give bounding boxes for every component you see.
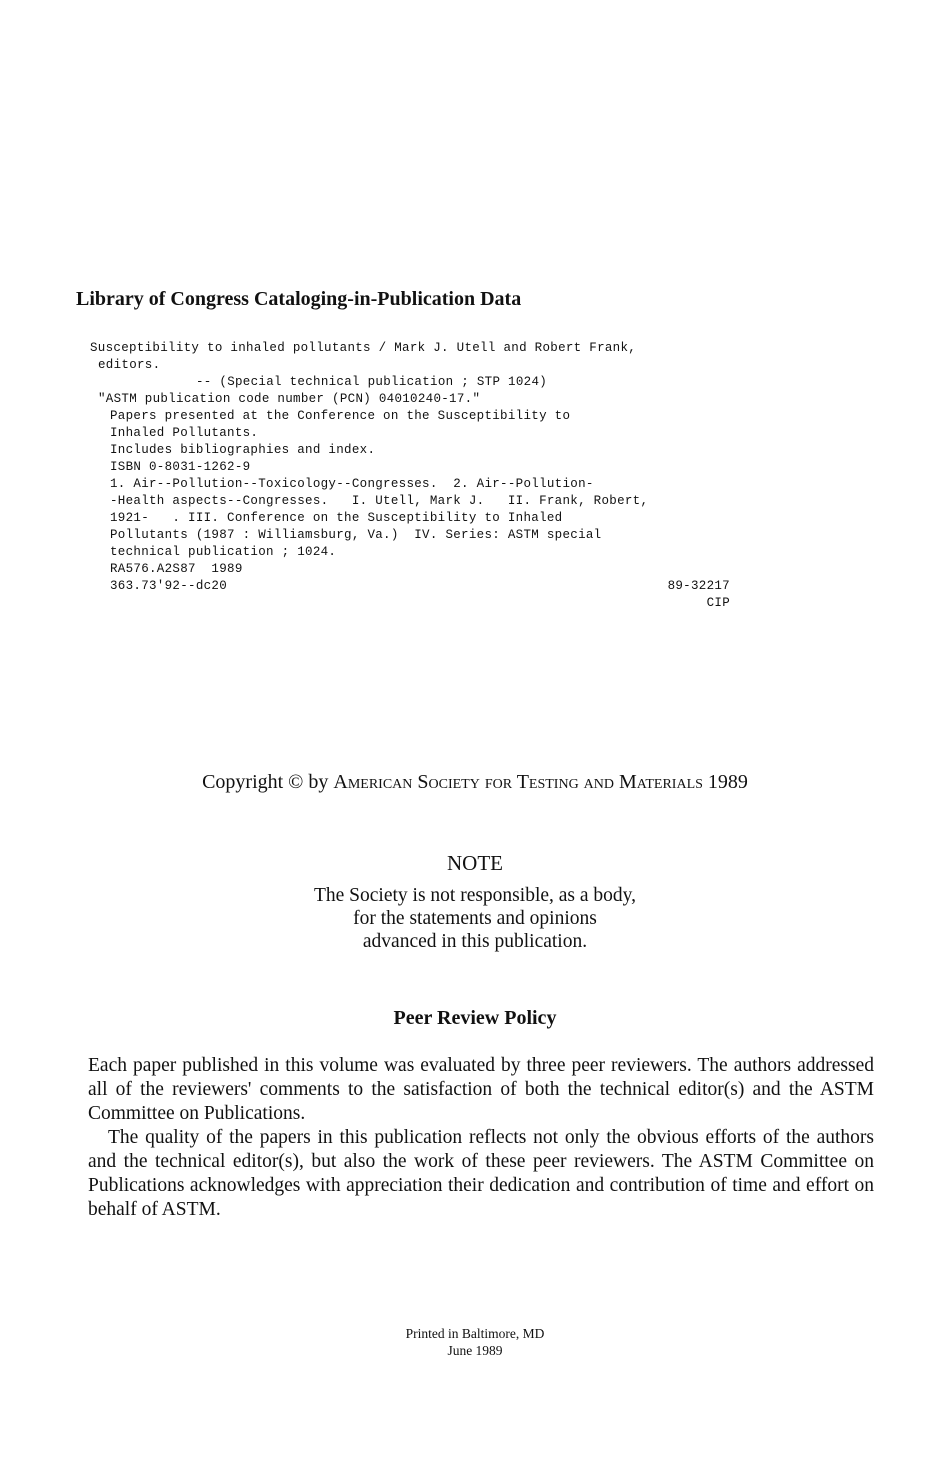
peer-review-paragraph: Each paper published in this volume was evaluated by three peer reviewers. The authors addressed all of the reviewers' comments to the satisfaction of both the technical editor(s) and the ASTM Committee on Publications. — [88, 1055, 874, 1124]
cip-line: 1. Air--Pollution--Toxicology--Congresses. 2. Air--Pollution- — [110, 477, 594, 491]
note-body — [0, 884, 950, 953]
cip-classification-row — [90, 578, 730, 595]
peer-review-paragraph: The quality of the papers in this publication reflects not only the obvious efforts of the authors and the technical editor(s), but also the work of these peer reviewers. The ASTM Committee on Publications acknowledges with appreciation their dedication and contribution of time and effort on behalf of ASTM. — [88, 1127, 874, 1220]
imprint-place: Printed in Baltimore, MD — [405, 1326, 545, 1341]
cip-heading: Library of Congress Cataloging-in-Publication Data — [76, 288, 522, 310]
cip-line: Susceptibility to inhaled pollutants / Mark J. Utell and Robert Frank, — [90, 341, 637, 355]
cip-line: 1921- . III. Conference on the Susceptibility to Inhaled — [110, 511, 563, 525]
copyright-prefix: Copyright © by — [202, 771, 334, 793]
cip-line: "ASTM publication code number (PCN) 04010240-17." — [98, 392, 481, 406]
note-line: for the statements and opinions — [353, 908, 597, 929]
copyright-year: 1989 — [702, 771, 748, 793]
cip-line: editors. — [98, 358, 161, 372]
cip-line: Includes bibliographies and index. — [110, 443, 376, 457]
cip-mark: CIP — [706, 596, 730, 610]
copyright-notice — [0, 771, 950, 794]
imprint-date: June 1989 — [447, 1343, 503, 1358]
note-line: The Society is not responsible, as a body, — [313, 885, 637, 906]
cip-line: Pollutants (1987 : Williamsburg, Va.) IV. Series: ASTM special — [110, 528, 602, 542]
note-title: NOTE — [447, 851, 503, 875]
note-line: advanced in this publication. — [362, 931, 588, 952]
copyright-publisher: American Society for Testing and Materials — [333, 771, 703, 793]
cip-line: -Health aspects--Congresses. I. Utell, Mark J. II. Frank, Robert, — [110, 494, 649, 508]
printer-imprint — [0, 1325, 950, 1359]
cip-lccn: 89-32217 — [667, 579, 730, 593]
cip-line: ISBN 0-8031-1262-9 — [110, 460, 251, 474]
cip-line: Inhaled Pollutants. — [110, 426, 259, 440]
peer-review-title: Peer Review Policy — [393, 1007, 557, 1029]
cip-line: RA576.A2S87 1989 — [110, 562, 243, 576]
cip-line: -- (Special technical publication ; STP 1024) — [196, 375, 548, 389]
cip-line: Papers presented at the Conference on the Susceptibility to — [110, 409, 571, 423]
cip-classification: 363.73'92--dc20 — [110, 579, 228, 593]
cip-line: technical publication ; 1024. — [110, 545, 337, 559]
peer-review-body — [88, 1054, 874, 1222]
cip-record — [90, 340, 730, 612]
